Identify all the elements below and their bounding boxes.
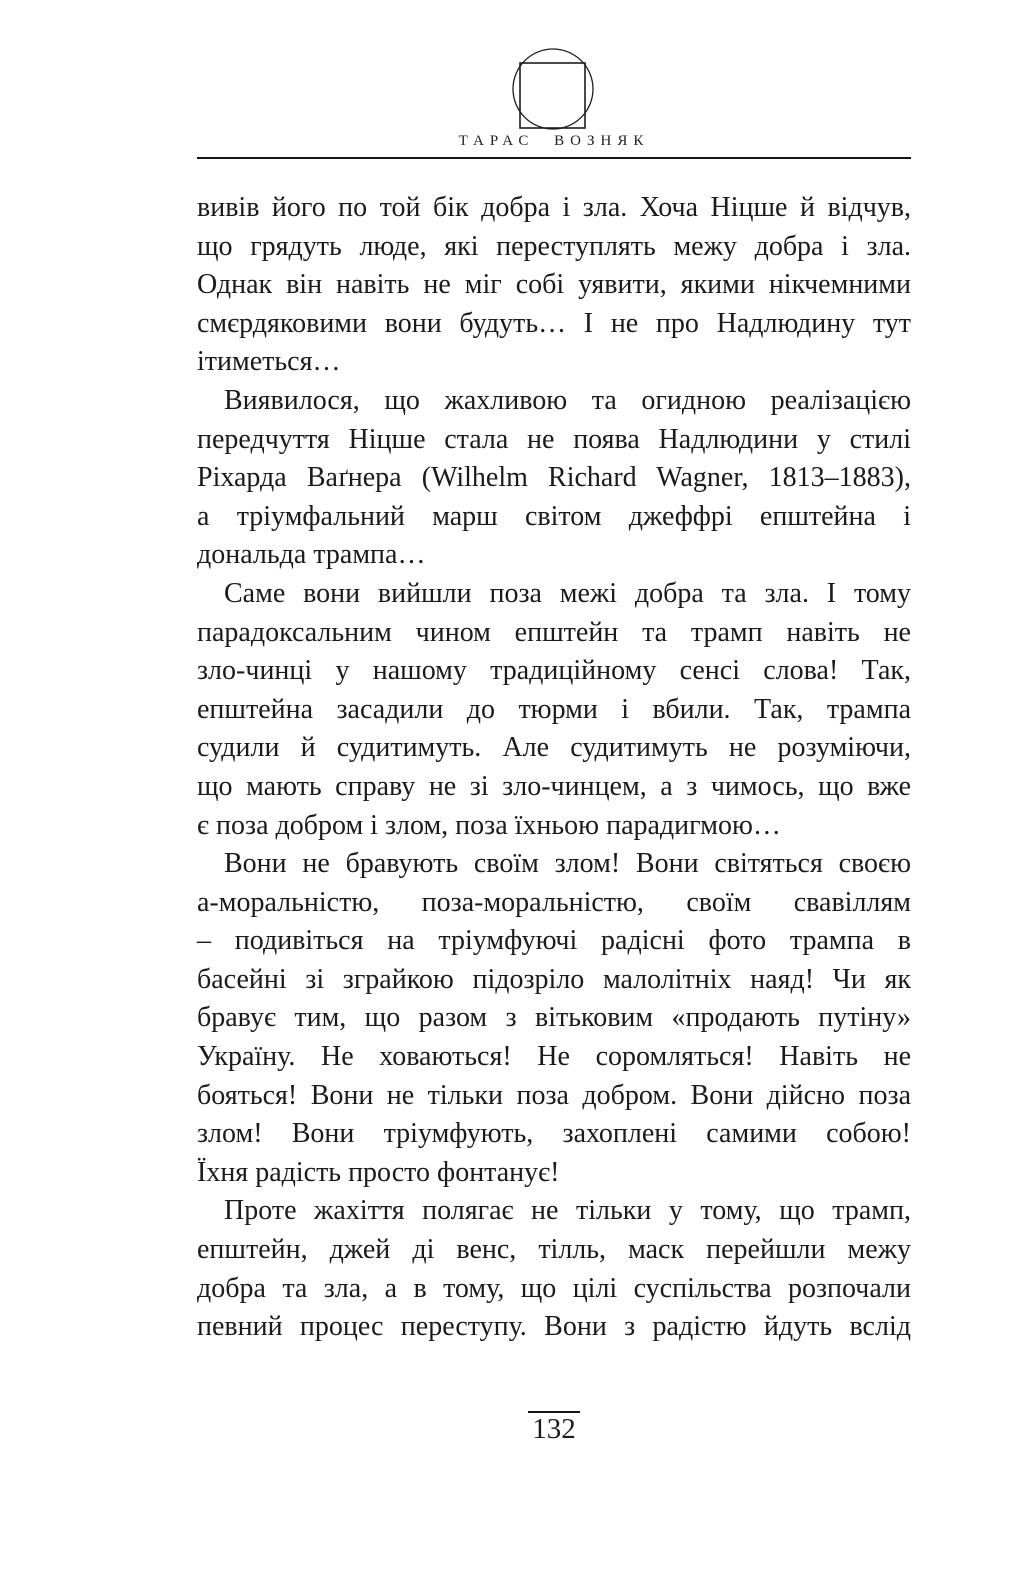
text-line: злом! Вони тріумфують, захоплені самими собою! xyxy=(197,1118,911,1150)
text-line: басейні зі зграйкою підозріло малолітніх наяд! Чи як xyxy=(197,963,911,995)
text-line: Ріхарда Ваґнера (Wilhelm Richard Wagner, 1813–1883), xyxy=(197,462,911,494)
page-number: 132 xyxy=(532,1413,576,1445)
paragraph xyxy=(197,575,911,845)
text-line: Однак він навіть не міг собі уявити, якими нікчемними xyxy=(197,269,911,301)
paragraph xyxy=(197,382,911,575)
text-line: що мають справу не зі зло-чинцем, а з чимось, що вже xyxy=(197,770,911,802)
page-footer xyxy=(197,1411,911,1446)
text-line: а тріумфальний марш світом джеффрі епштейна і xyxy=(197,500,911,532)
square-circle-logo-icon xyxy=(509,47,599,131)
text-line: Проте жахіття полягає не тільки у тому, що трамп, xyxy=(224,1195,911,1227)
running-header-author: ТАРАС ВОЗНЯК xyxy=(458,133,650,149)
text-line: Виявилося, що жахливою та огидною реалізацією xyxy=(224,384,911,416)
text-line: є поза добром і злом, поза їхньою парадигмою… xyxy=(197,809,781,841)
text-line: судили й судитимуть. Але судитимуть не розуміючи, xyxy=(197,732,911,764)
publisher-logo xyxy=(197,47,911,131)
text-line: епштейн, джей ді венс, тілль, маск перейшли межу xyxy=(197,1234,911,1266)
paragraph xyxy=(197,845,911,1192)
text-line: Україну. Не ховаються! Не соромляться! Навіть не xyxy=(197,1041,911,1073)
text-line: вивів його по той бік добра і зла. Хоча Ніцше й відчув, xyxy=(197,192,911,223)
header-rule xyxy=(197,157,911,159)
text-line: – подивіться на тріумфуючі радісні фото трампа в xyxy=(197,925,911,957)
text-line: епштейна засадили до тюрми і вбили. Так, трампа xyxy=(197,693,911,725)
text-line: а-моральністю, поза-моральністю, своїм свавіллям xyxy=(197,886,911,918)
paragraph xyxy=(197,1192,911,1346)
paragraph xyxy=(197,189,911,382)
text-line: бравує тим, що разом з вітьковим «продають путіну» xyxy=(197,1002,911,1034)
text-line: передчуття Ніцше стала не поява Надлюдини у стилі xyxy=(197,423,911,455)
text-line: добра та зла, а в тому, що цілі суспільства розпочали xyxy=(197,1272,911,1304)
text-line: певний процес переступу. Вони з радістю йдуть вслід xyxy=(197,1311,911,1343)
text-line: що грядуть люде, які переступлять межу добра і зла. xyxy=(197,230,911,262)
text-line: Саме вони вийшли поза межі добра та зла. І тому xyxy=(224,577,911,609)
text-line: смєрдяковими вони будуть… І не про Надлюдину тут xyxy=(197,307,911,339)
text-line: Вони не бравують своїм злом! Вони світяться своєю xyxy=(224,848,911,880)
text-line: ітиметься… xyxy=(197,346,341,378)
text-line: Їхня радість просто фонтанує! xyxy=(197,1156,560,1188)
page-content xyxy=(197,0,911,1575)
text-line: зло-чинці у нашому традиційному сенсі слова! Так, xyxy=(197,655,911,687)
text-line: дональда трампа… xyxy=(197,539,426,571)
text-line: бояться! Вони не тільки поза добром. Вони дійсно поза xyxy=(197,1079,911,1111)
body-text xyxy=(197,189,911,1347)
text-line: парадоксальним чином епштейн та трамп навіть не xyxy=(197,616,911,648)
